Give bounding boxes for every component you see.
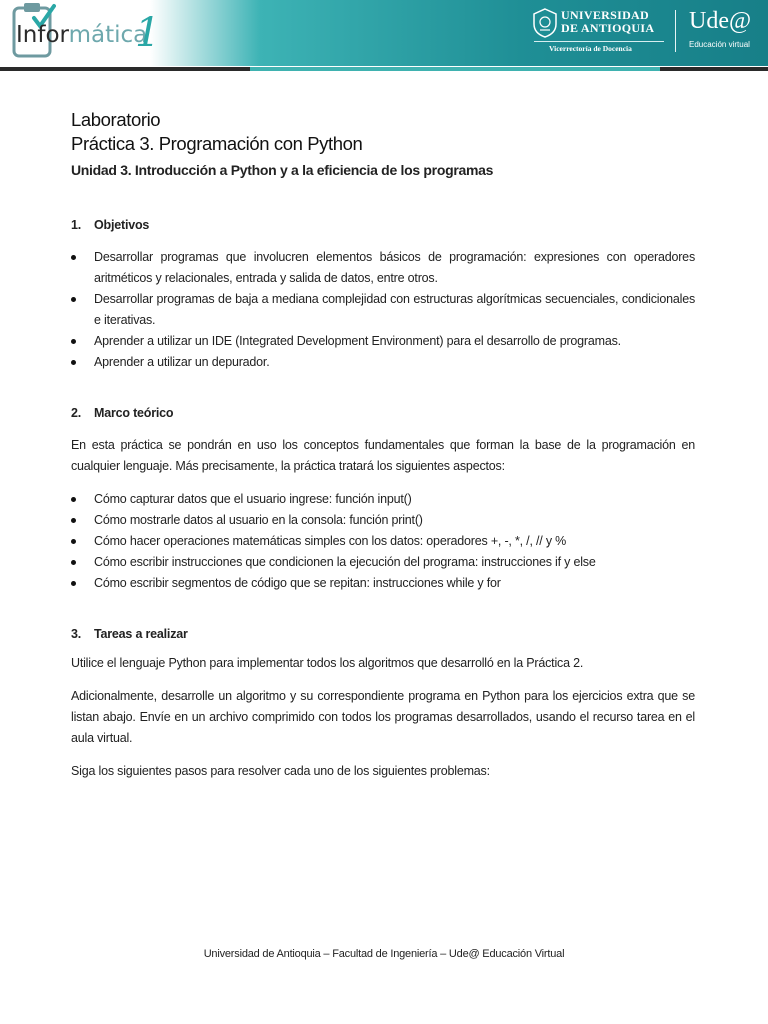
university-name	[561, 9, 654, 35]
udea-virtual-subtitle: Educación virtual	[689, 40, 750, 49]
header-separator	[675, 10, 676, 52]
section-heading-marco-teorico	[71, 406, 695, 420]
tareas-paragraph: Siga los siguientes pasos para resolver cada uno de los siguientes problemas:	[71, 764, 490, 778]
list-item: Cómo hacer operaciones matemáticas simples con los datos: operadores +, -, *, /, // y %	[71, 531, 695, 552]
logo-prefix: Infor	[16, 22, 69, 48]
university-seal-icon	[532, 8, 558, 38]
section-title: Tareas a realizar	[94, 627, 188, 641]
university-subtitle: Vicerrectoría de Docencia	[549, 44, 632, 53]
section-heading-objetivos	[71, 218, 695, 232]
list-item: Desarrollar programas de baja a mediana complejidad con estructuras algorítmicas secuenciales, condicionales e iterativas.	[71, 289, 695, 331]
list-item: Aprender a utilizar un depurador.	[71, 352, 695, 373]
doc-subtitle: Unidad 3. Introducción a Python y a la eficiencia de los programas	[71, 162, 494, 178]
header-divider-accent	[250, 67, 660, 71]
logo-suffix: mática	[68, 22, 148, 48]
university-name-line2: DE ANTIOQUIA	[561, 21, 655, 35]
university-name-line1: UNIVERSIDAD	[561, 8, 649, 22]
section-number: 2.	[71, 406, 82, 420]
objetivos-list	[71, 247, 695, 373]
udea-virtual-logo: Ude@	[689, 8, 752, 34]
list-item: Cómo capturar datos que el usuario ingrese: función input()	[71, 489, 695, 510]
marco-teorico-paragraph: En esta práctica se pondrán en uso los conceptos fundamentales que forman la base de la programación en cualquier lenguaje. Más precisamente, la práctica tratará los siguientes aspectos:	[71, 438, 695, 473]
tareas-paragraph: Utilice el lenguaje Python para implementar todos los algoritmos que desarrolló en la Práctica 2.	[71, 656, 584, 670]
list-item: Cómo escribir instrucciones que condicionen la ejecución del programa: instrucciones if y else	[71, 552, 695, 573]
section-number: 1.	[71, 218, 82, 232]
informatica-logo	[16, 22, 147, 48]
logo-number: 1	[135, 10, 161, 56]
list-item: Cómo escribir segmentos de código que se repitan: instrucciones while y for	[71, 573, 695, 594]
page-header	[0, 0, 768, 72]
page-footer: Universidad de Antioquia – Facultad de Ingeniería – Ude@ Educación Virtual	[203, 948, 565, 960]
section-title: Objetivos	[94, 218, 150, 232]
list-item: Aprender a utilizar un IDE (Integrated Development Environment) para el desarrollo de programas.	[71, 331, 695, 352]
section-number: 3.	[71, 627, 82, 641]
list-item: Desarrollar programas que involucren elementos básicos de programación: expresiones con operadores aritméticos y relacionales, entrada y salida de datos, entre otros.	[71, 247, 695, 289]
document-body	[71, 108, 695, 782]
doc-title-practice: Práctica 3. Programación con Python	[71, 133, 363, 154]
tareas-paragraph: Adicionalmente, desarrolle un algoritmo y su correspondiente programa en Python para los ejercicios extra que se listan abajo. Envíe en un archivo comprimido con todos los programas desarrollados, usando el recurso tarea en el aula virtual.	[71, 689, 695, 745]
list-item: Cómo mostrarle datos al usuario en la consola: función print()	[71, 510, 695, 531]
section-title: Marco teórico	[94, 406, 174, 420]
aspectos-list	[71, 489, 695, 594]
doc-title-lab: Laboratorio	[71, 109, 161, 130]
section-heading-tareas	[71, 627, 695, 641]
university-rule	[534, 41, 664, 42]
